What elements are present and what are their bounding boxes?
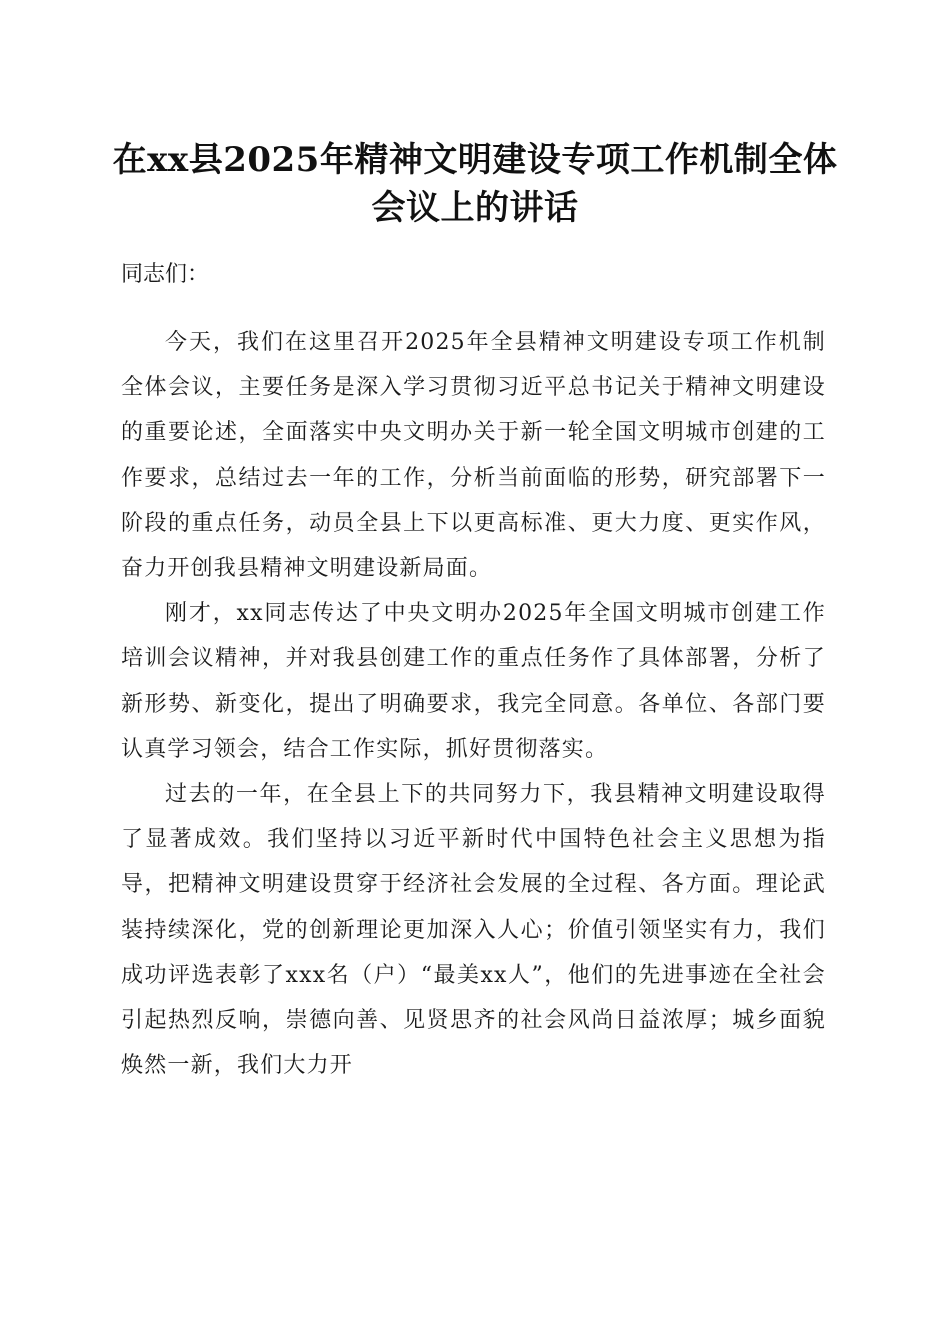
- paragraph-opening: 今天，我们在这里召开2025年全县精神文明建设专项工作机制全体会议，主要任务是深入学习贯彻习近平总书记关于精神文明建设的重要论述，全面落实中央文明办关于新一轮全国文明城市创建的工作要求，总结过去一年的工作，分析当前面临的形势，研究部署下一阶段的重点任务，动员全县上下以更高标准、更大力度、更实作风，奋力开创我县精神文明建设新局面。: [121, 330, 826, 582]
- paragraph-meeting-spirit: 刚才，xx同志传达了中央文明办2025年全国文明城市创建工作培训会议精神，并对我县创建工作的重点任务作了具体部署，分析了新形势、新变化，提出了明确要求，我完全同意。各单位、各部门要认真学习领会，结合工作实际，抓好贯彻落实。: [121, 601, 826, 762]
- paragraph-achievements: 过去的一年，在全县上下的共同努力下，我县精神文明建设取得了显著成效。我们坚持以习近平新时代中国特色社会主义思想为指导，把精神文明建设贯穿于经济社会发展的全过程、各方面。理论武装持续深化，党的创新理论更加深入人心；价值引领坚实有力，我们成功评选表彰了xxx名（户）“最美xx人”，他们的先进事迹在全社会引起热烈反响，崇德向善、见贤思齐的社会风尚日益浓厚；城乡面貌焕然一新，我们大力开: [121, 782, 826, 1079]
- speech-body: [121, 320, 826, 1088]
- document-title: 在xx县2025年精神文明建设专项工作机制全体会议上的讲话: [112, 140, 838, 228]
- salutation: 同志们：: [121, 262, 210, 287]
